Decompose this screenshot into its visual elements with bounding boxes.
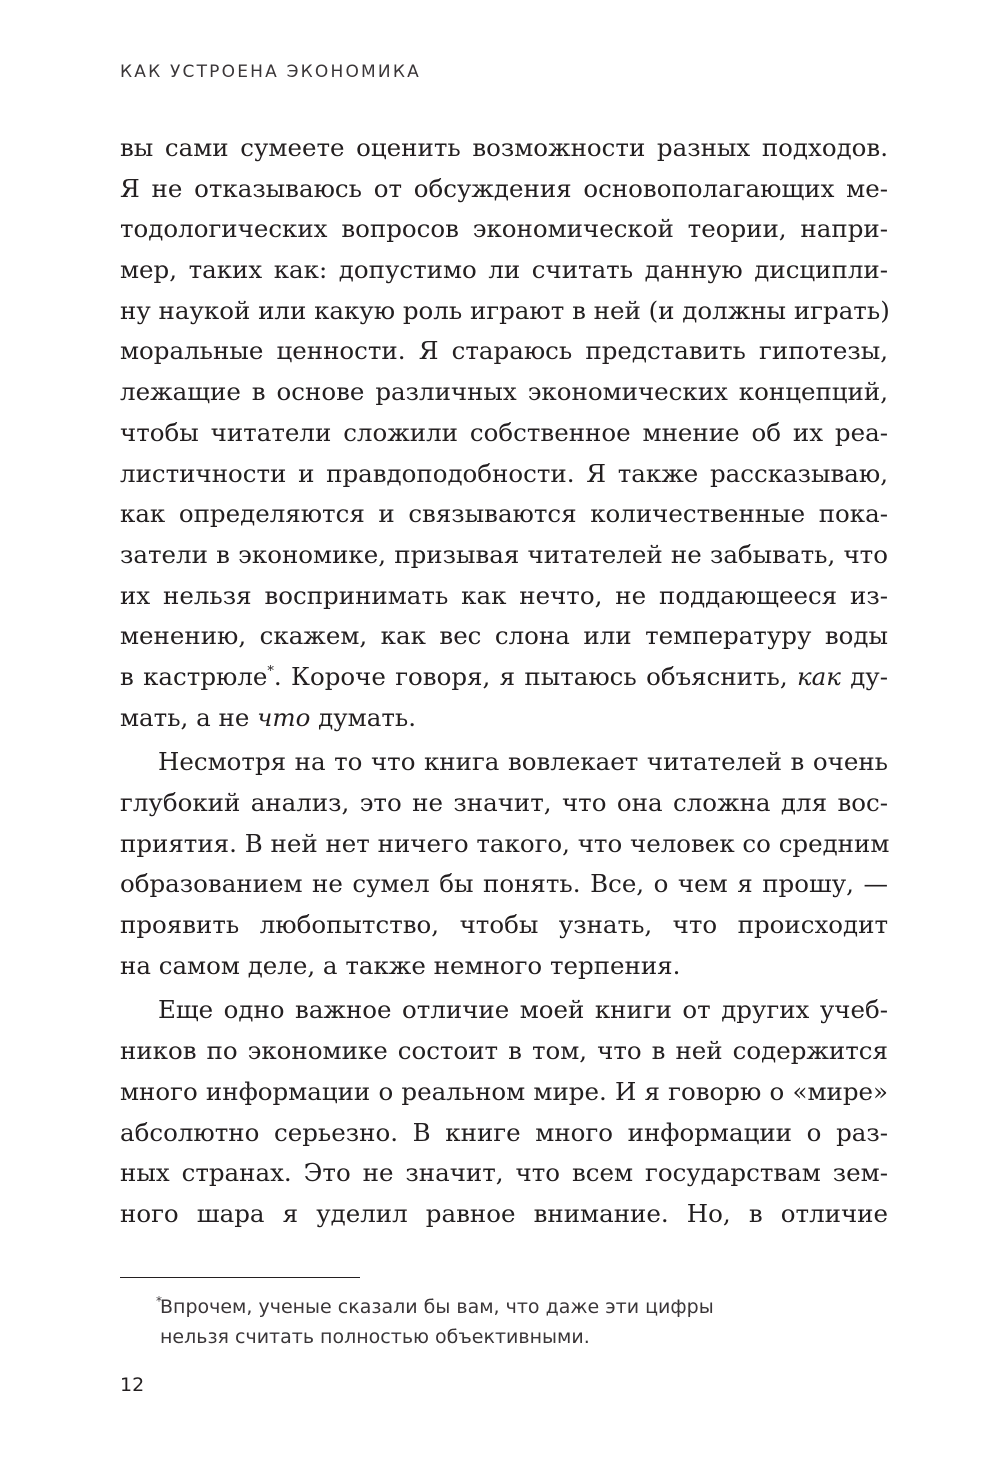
footnote-divider (120, 1277, 360, 1278)
text-line: затели в экономике, призывая читателей не забывать, что (120, 539, 888, 569)
running-head: КАК УСТРОЕНА ЭКОНОМИКА (120, 62, 421, 82)
body-text (120, 128, 888, 1235)
text-run: . Короче говоря, я пытаюсь объяснить, (273, 661, 798, 691)
text-line: листичности и правдоподобности. Я также рассказываю, (120, 458, 888, 488)
text-line: много информации о реальном мире. И я говорю о «мире» (120, 1076, 888, 1106)
text-line: лежащие в основе различных экономических концепций, (120, 377, 888, 407)
text-line: чтобы читатели сложили собственное мнение об их реа- (120, 417, 888, 447)
text-run: мать, а не (120, 702, 258, 732)
text-line: абсолютно серьезно. В книге много информации о раз- (120, 1117, 888, 1147)
text-line: вы сами сумеете оценить возможности разных подходов. (120, 133, 888, 162)
text-line: менению, скажем, как вес слона или температуру воды (120, 621, 888, 651)
footnote-reference: * (267, 663, 274, 679)
footnote-line: нельзя считать полностью объективными. (160, 1326, 590, 1348)
text-line: проявить любопытство, чтобы узнать, что происходит (120, 910, 888, 940)
text-line: моральные ценности. Я стараюсь представить гипотезы, (120, 336, 888, 366)
emphasis-text: как (797, 661, 841, 691)
text-line: Несмотря на то что книга вовлекает читателей в очень (158, 747, 888, 777)
text-line: как определяются и связываются количественные пока- (120, 499, 888, 529)
text-run: думать. (310, 702, 417, 732)
text-line: глубокий анализ, это не значит, что она сложна для вос- (120, 788, 888, 817)
footnote-line: Впрочем, ученые сказали бы вам, что даже эти цифры (160, 1296, 714, 1318)
text-line: на самом деле, а также немного терпения. (120, 950, 681, 980)
text-line: ников по экономике состоит в том, что в ней содержится (120, 1036, 888, 1066)
text-line (120, 657, 888, 698)
footnote-mark: * (156, 1294, 162, 1308)
text-line: ных странах. Это не значит, что всем государствам зем- (120, 1158, 888, 1188)
text-line: образованием не сумел бы понять. Все, о чем я прошу, — (120, 869, 888, 899)
footnote (156, 1292, 860, 1352)
text-run: в кастрюле (120, 661, 268, 691)
text-line: Я не отказываюсь от обсуждения основополагающих ме- (120, 173, 888, 203)
text-line: их нельзя воспринимать как нечто, не поддающееся из- (120, 580, 888, 610)
text-line: ного шара я уделил равное внимание. Но, в отличие (120, 1198, 888, 1228)
text-line: приятия. В ней нет ничего такого, что человек со средним (120, 828, 890, 858)
text-line: ну наукой или какую роль играют в ней (и должны играть) (120, 295, 890, 325)
text-line: тодологических вопросов экономической теории, напри- (120, 214, 888, 244)
text-line: Еще одно важное отличие моей книги от других учеб- (158, 995, 888, 1025)
emphasis-text: что (257, 702, 311, 732)
page-number: 12 (120, 1374, 145, 1396)
text-line: мер, таких как: допустимо ли считать данную дисципли- (120, 255, 888, 285)
text-run: ду- (840, 661, 888, 691)
text-line (120, 698, 888, 739)
